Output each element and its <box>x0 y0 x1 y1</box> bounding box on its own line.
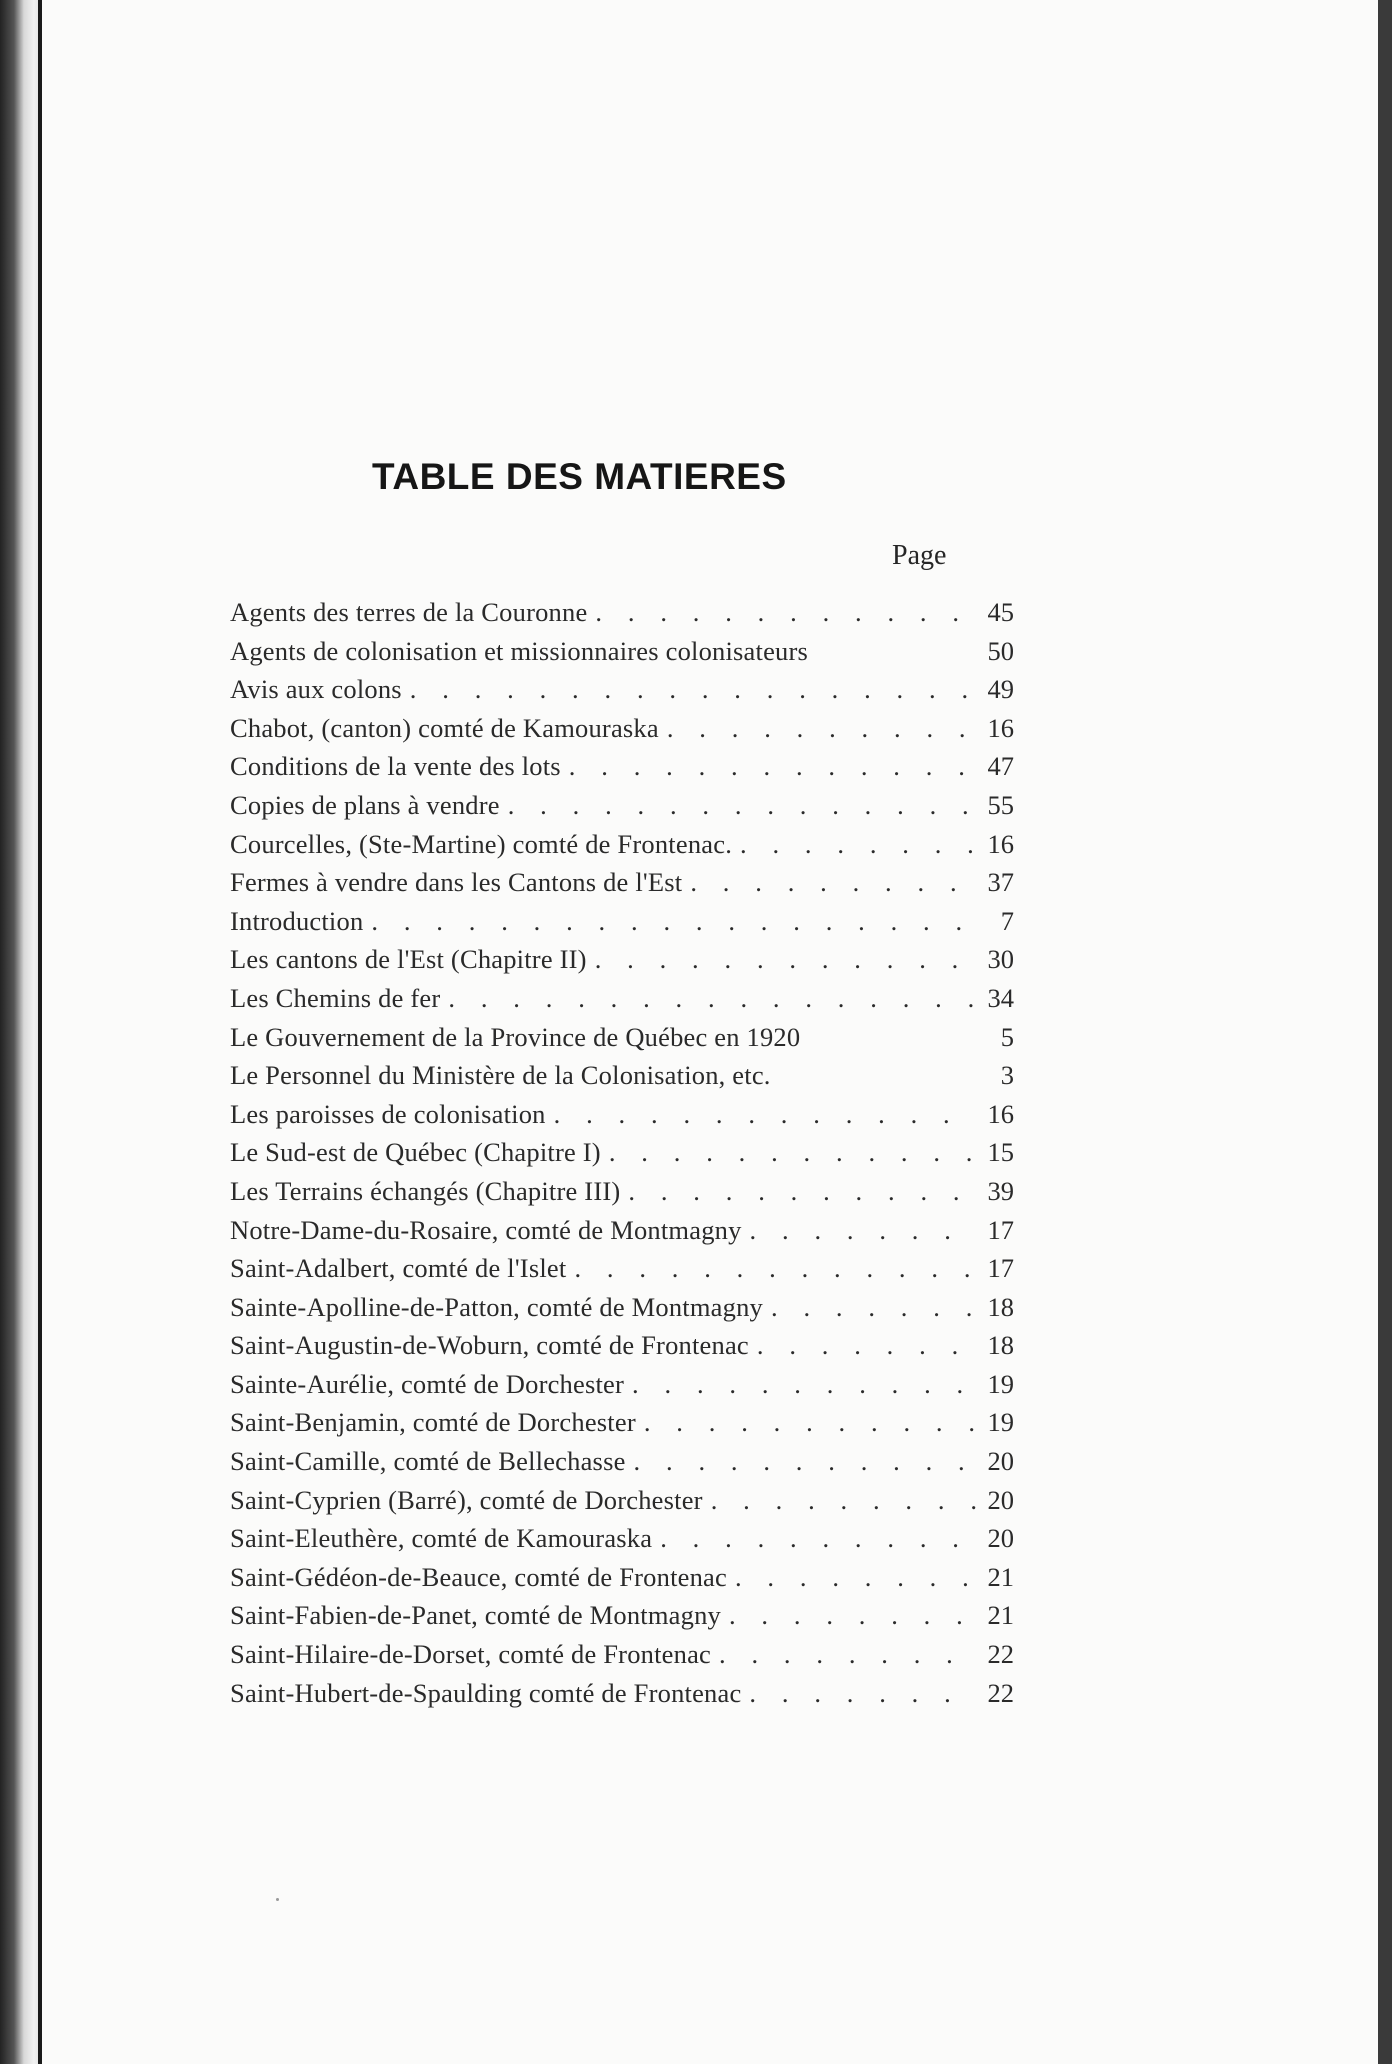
toc-dot-leader <box>440 983 976 1014</box>
toc-entry-title: Les Chemins de fer <box>230 982 441 1013</box>
toc-page-number: 45 <box>987 597 1014 627</box>
toc-page-number: 17 <box>987 1253 1014 1284</box>
toc-entry-title: Saint-Camille, comté de Bellechasse <box>230 1446 626 1477</box>
toc-entry <box>230 1678 1014 1717</box>
toc-entry-title: Sainte-Aurélie, comté de Dorchester <box>230 1368 625 1399</box>
toc-page-number: 3 <box>1000 1060 1014 1091</box>
toc-entry <box>230 1562 1014 1601</box>
toc-entry <box>230 1407 1014 1446</box>
toc-entry <box>230 1446 1014 1485</box>
toc-dot-leader <box>561 751 976 782</box>
toc-entry-title: Le Gouvernement de la Province de Québec en 1920 <box>230 1021 801 1052</box>
toc-dot-leader <box>624 1369 976 1400</box>
toc-page-number: 7 <box>1000 905 1014 936</box>
toc-entry <box>230 1369 1014 1408</box>
toc-entry-title: Conditions de la vente des lots <box>230 751 561 782</box>
table-of-contents <box>230 597 1014 1716</box>
toc-page-number: 22 <box>987 1677 1014 1708</box>
toc-page-number: 20 <box>987 1523 1014 1554</box>
paper-speck <box>276 1898 279 1901</box>
toc-entry <box>230 1330 1014 1369</box>
book-spine-edge <box>0 0 38 2064</box>
toc-entry-title: Avis aux colons <box>230 674 402 705</box>
toc-entry-title: Courcelles, (Ste-Martine) comté de Frontenac. <box>230 828 733 859</box>
toc-entry-title: Introduction <box>230 905 364 936</box>
toc-page-number: 21 <box>987 1600 1014 1631</box>
toc-dot-leader <box>682 867 976 898</box>
toc-dot-leader <box>749 1330 976 1361</box>
toc-entry-title: Saint-Benjamin, comté de Dorchester <box>230 1407 636 1438</box>
toc-entry <box>230 597 1014 636</box>
toc-entry-title: Copies de plans à vendre <box>230 789 500 820</box>
toc-dot-leader <box>741 1678 976 1709</box>
toc-page-number: 19 <box>987 1407 1014 1438</box>
toc-entry-title: Le Sud-est de Québec (Chapitre I) <box>230 1137 601 1168</box>
toc-entry-title: Fermes à vendre dans les Cantons de l'Est <box>230 867 683 898</box>
toc-entry-title: Le Personnel du Ministère de la Colonisation, etc. <box>230 1060 771 1091</box>
toc-entry-title: Saint-Cyprien (Barré), comté de Dorchester <box>230 1484 703 1515</box>
toc-dot-leader <box>636 1407 976 1438</box>
toc-page-number: 50 <box>987 635 1014 666</box>
toc-entry <box>230 1523 1014 1562</box>
toc-entry <box>230 1215 1014 1254</box>
toc-page-number: 34 <box>987 982 1014 1013</box>
toc-dot-leader <box>742 1215 976 1246</box>
toc-entry-title: Saint-Gédéon-de-Beauce, comté de Frontenac <box>230 1561 727 1592</box>
toc-entry-title: Les Terrains échangés (Chapitre III) <box>230 1175 621 1206</box>
toc-entry-title: Saint-Eleuthère, comté de Kamouraska <box>230 1523 653 1554</box>
toc-dot-leader <box>711 1639 976 1670</box>
toc-page-number: 5 <box>1000 1021 1014 1052</box>
toc-page-number: 16 <box>987 712 1014 743</box>
toc-dot-leader <box>732 829 976 860</box>
toc-dot-leader <box>363 906 976 937</box>
toc-entry <box>230 674 1014 713</box>
toc-entry <box>230 1292 1014 1331</box>
toc-entry <box>230 1600 1014 1639</box>
toc-dot-leader <box>652 1523 976 1554</box>
toc-page-number: 55 <box>987 789 1014 820</box>
toc-entry-title: Saint-Hilaire-de-Dorset, comté de Frontenac <box>230 1639 712 1670</box>
toc-page-number: 19 <box>987 1368 1014 1399</box>
toc-dot-leader <box>500 790 976 821</box>
toc-entry <box>230 867 1014 906</box>
toc-page-number: 15 <box>987 1137 1014 1168</box>
toc-page-number: 18 <box>987 1291 1014 1322</box>
toc-entry <box>230 1137 1014 1176</box>
toc-page-number: 21 <box>987 1561 1014 1592</box>
toc-dot-leader <box>763 1292 976 1323</box>
toc-page-number: 18 <box>987 1330 1014 1361</box>
toc-entry <box>230 751 1014 790</box>
toc-dot-leader <box>587 944 976 975</box>
toc-entry <box>230 1099 1014 1138</box>
toc-dot-leader <box>721 1600 976 1631</box>
toc-entry-title: Saint-Fabien-de-Panet, comté de Montmagny <box>230 1600 721 1631</box>
toc-entry <box>230 713 1014 752</box>
toc-dot-leader <box>620 1176 976 1207</box>
page-title: TABLE DES MATIERES <box>372 456 787 497</box>
toc-entry-title: Saint-Augustin-de-Woburn, comté de Frontenac <box>230 1330 749 1361</box>
toc-entry <box>230 1176 1014 1215</box>
toc-page-number: 49 <box>987 674 1014 705</box>
toc-page-number: 20 <box>987 1446 1014 1477</box>
toc-dot-leader <box>402 674 976 705</box>
toc-page-number: 47 <box>987 751 1014 782</box>
toc-entry <box>230 790 1014 829</box>
toc-page-number: 30 <box>987 944 1014 975</box>
toc-entry-title: Les cantons de l'Est (Chapitre II) <box>230 944 587 975</box>
toc-entry-title: Sainte-Apolline-de-Patton, comté de Montmagny <box>230 1291 763 1322</box>
toc-entry <box>230 1639 1014 1678</box>
toc-page-number: 20 <box>987 1484 1014 1515</box>
toc-entry-title: Agents de colonisation et missionnaires colonisateurs <box>230 635 809 666</box>
toc-page-number: 16 <box>987 1098 1014 1129</box>
toc-dot-leader <box>626 1446 976 1477</box>
toc-dot-leader <box>703 1485 976 1516</box>
toc-entry <box>230 1022 1014 1061</box>
toc-entry <box>230 983 1014 1022</box>
toc-entry-title: Saint-Hubert-de-Spaulding comté de Frontenac <box>230 1677 742 1708</box>
toc-entry <box>230 636 1014 675</box>
toc-dot-leader <box>727 1562 976 1593</box>
toc-entry-title: Notre-Dame-du-Rosaire, comté de Montmagny <box>230 1214 742 1245</box>
toc-page-number: 37 <box>987 867 1014 898</box>
toc-entry <box>230 829 1014 868</box>
toc-page-number: 22 <box>987 1639 1014 1670</box>
toc-page-number: 17 <box>987 1214 1014 1245</box>
toc-entry-title: Chabot, (canton) comté de Kamouraska <box>230 712 659 743</box>
toc-dot-leader <box>601 1137 976 1168</box>
toc-entry <box>230 1485 1014 1524</box>
toc-entry <box>230 906 1014 945</box>
toc-page-number: 16 <box>987 828 1014 859</box>
toc-dot-leader <box>659 713 976 744</box>
toc-dot-leader <box>546 1099 976 1130</box>
toc-entry <box>230 1253 1014 1292</box>
toc-entry <box>230 944 1014 983</box>
toc-entry-title: Saint-Adalbert, comté de l'Islet <box>230 1253 567 1284</box>
toc-entry-title: Agents des terres de la Couronne <box>230 597 588 627</box>
toc-dot-leader <box>566 1253 976 1284</box>
toc-entry <box>230 1060 1014 1099</box>
toc-entry-title: Les paroisses de colonisation <box>230 1098 546 1129</box>
toc-page-number: 39 <box>987 1175 1014 1206</box>
page-column-label: Page <box>892 540 947 571</box>
toc-dot-leader <box>587 597 976 628</box>
